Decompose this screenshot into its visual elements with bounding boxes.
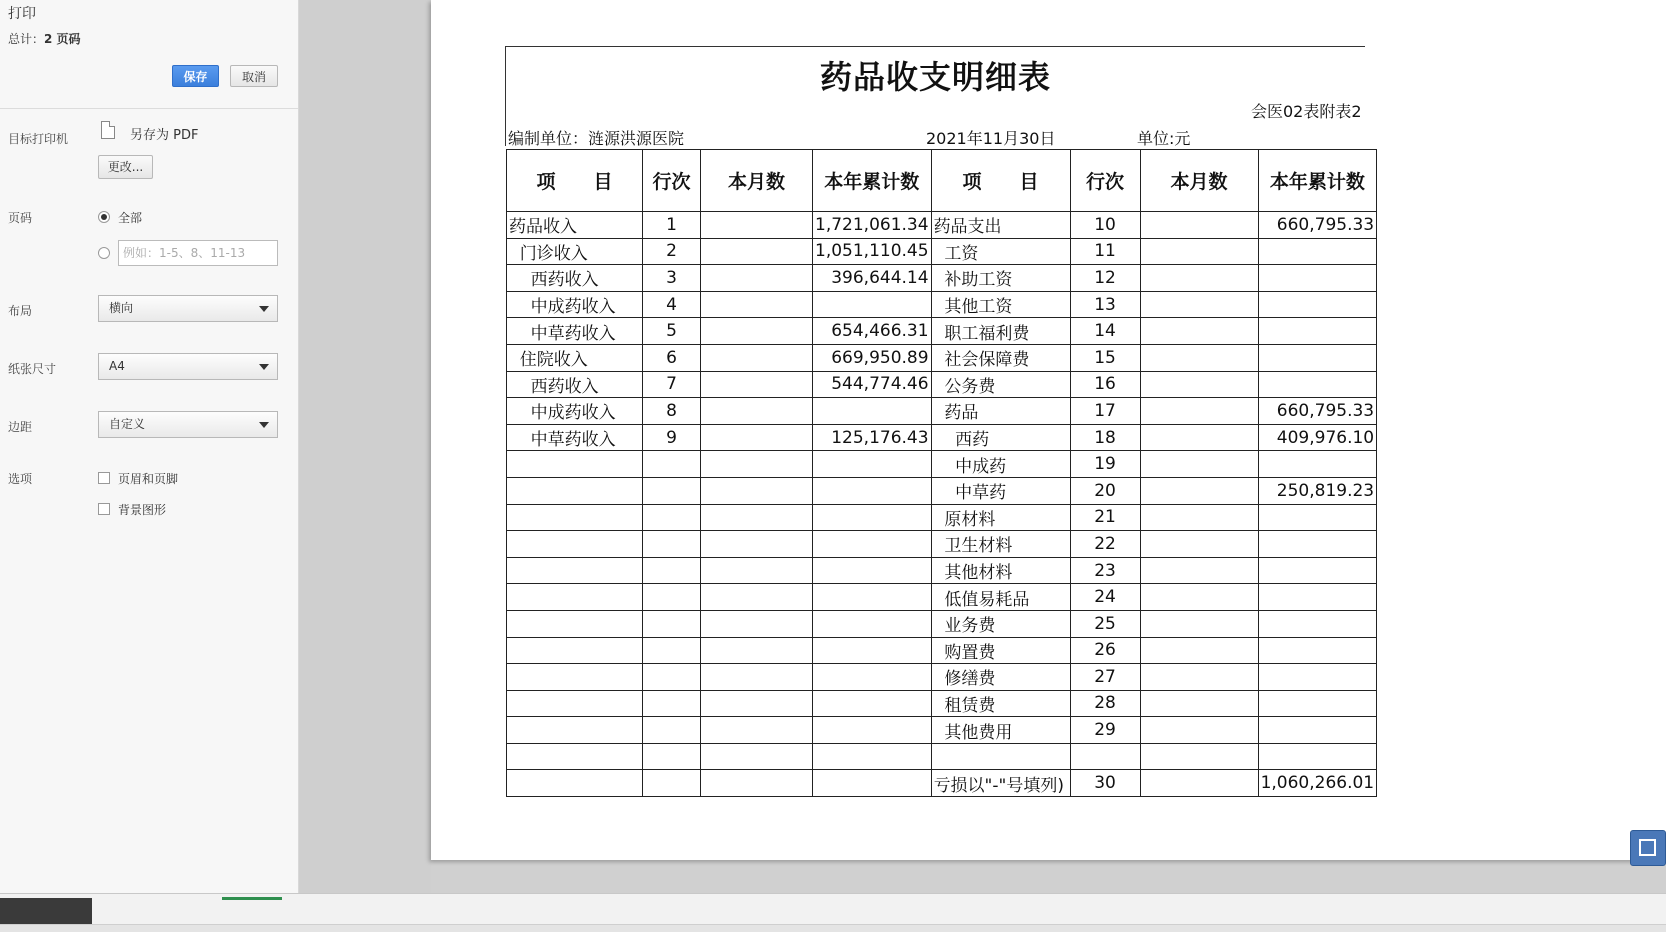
table-cell: 社会保障费	[931, 344, 1070, 371]
table-cell	[813, 531, 932, 558]
table-row	[507, 265, 1377, 292]
table-cell: 12	[1070, 265, 1140, 292]
table-cell	[507, 504, 643, 531]
table-cell	[1258, 637, 1377, 664]
table-cell: 业务费	[931, 610, 1070, 637]
table-cell	[1258, 557, 1377, 584]
table-cell: 中草药收入	[507, 424, 643, 451]
table-cell	[1258, 690, 1377, 717]
header-footer-checkbox[interactable]	[98, 472, 110, 484]
table-cell: 660,795.33	[1258, 212, 1377, 239]
table-cell	[1258, 344, 1377, 371]
table-cell: 13	[1070, 291, 1140, 318]
chevron-down-icon	[259, 306, 269, 312]
table-cell	[701, 318, 813, 345]
table-cell: 15	[1070, 344, 1140, 371]
options-label: 选项	[8, 472, 33, 486]
table-cell: 23	[1070, 557, 1140, 584]
table-cell: 28	[1070, 690, 1140, 717]
table-cell: 7	[643, 371, 701, 398]
table-cell	[507, 770, 643, 797]
table-cell	[701, 743, 813, 770]
table-cell	[701, 557, 813, 584]
table-cell: 职工福利费	[931, 318, 1070, 345]
report-date: 2021年11月30日	[926, 129, 1056, 148]
table-cell: 3	[643, 265, 701, 292]
table-cell	[1140, 610, 1258, 637]
table-cell: 17	[1070, 398, 1140, 425]
table-cell	[813, 504, 932, 531]
table-cell: 西药收入	[507, 371, 643, 398]
table-cell: 药品支出	[931, 212, 1070, 239]
pages-all-radio[interactable]	[98, 211, 110, 223]
table-cell	[1140, 743, 1258, 770]
table-cell: 中草药	[931, 477, 1070, 504]
panel-divider	[0, 108, 298, 109]
layout-select[interactable]	[98, 295, 278, 322]
preview-background	[299, 0, 431, 893]
table-cell: 22	[1070, 531, 1140, 558]
table-cell	[1140, 531, 1258, 558]
table-cell	[813, 557, 932, 584]
table-cell	[507, 743, 643, 770]
chevron-down-icon	[259, 364, 269, 370]
table-cell: 25	[1070, 610, 1140, 637]
table-cell	[1140, 717, 1258, 744]
table-cell: 住院收入	[507, 344, 643, 371]
taskbar-active-indicator	[222, 897, 282, 900]
table-cell	[1140, 238, 1258, 265]
table-cell	[643, 477, 701, 504]
table-cell	[813, 664, 932, 691]
table-cell: 4	[643, 291, 701, 318]
table-cell	[1140, 265, 1258, 292]
table-cell	[1140, 451, 1258, 478]
table-cell	[643, 557, 701, 584]
table-cell	[1140, 477, 1258, 504]
report-title: 药品收支明细表	[820, 58, 1052, 96]
table-row	[507, 212, 1377, 239]
table-cell: 补助工资	[931, 265, 1070, 292]
table-cell: 1,721,061.34	[813, 212, 932, 239]
table-cell: 租赁费	[931, 690, 1070, 717]
table-cell: 1,051,110.45	[813, 238, 932, 265]
table-cell	[701, 770, 813, 797]
table-cell	[701, 584, 813, 611]
table-cell	[643, 743, 701, 770]
table-cell	[1258, 265, 1377, 292]
table-cell: 公务费	[931, 371, 1070, 398]
table-cell	[1258, 238, 1377, 265]
table-row	[507, 557, 1377, 584]
table-cell: 购置费	[931, 637, 1070, 664]
column-header: 本月数	[701, 150, 813, 212]
table-cell	[1140, 424, 1258, 451]
table-cell	[507, 477, 643, 504]
chevron-down-icon	[259, 422, 269, 428]
save-button[interactable]: 保存	[172, 65, 219, 87]
table-row	[507, 344, 1377, 371]
table-cell	[701, 610, 813, 637]
table-cell	[813, 610, 932, 637]
table-cell	[701, 344, 813, 371]
table-cell: 30	[1070, 770, 1140, 797]
table-cell: 21	[1070, 504, 1140, 531]
column-header: 项 目	[507, 150, 643, 212]
currency-unit: 单位:元	[1137, 129, 1191, 148]
table-cell: 修缮费	[931, 664, 1070, 691]
table-cell	[643, 610, 701, 637]
table-cell	[643, 770, 701, 797]
table-cell	[507, 664, 643, 691]
table-cell	[643, 531, 701, 558]
table-cell	[701, 637, 813, 664]
table-cell: 27	[1070, 664, 1140, 691]
change-printer-button[interactable]: 更改...	[98, 155, 153, 179]
table-cell	[507, 451, 643, 478]
table-cell	[701, 477, 813, 504]
table-cell	[1258, 371, 1377, 398]
table-cell	[1258, 451, 1377, 478]
table-cell	[701, 717, 813, 744]
file-icon	[101, 121, 115, 139]
table-cell	[1140, 318, 1258, 345]
table-cell	[701, 238, 813, 265]
organization: 编制单位：涟源洪源医院	[508, 129, 685, 148]
table-row	[507, 531, 1377, 558]
table-cell: 29	[1070, 717, 1140, 744]
table-cell: 11	[1070, 238, 1140, 265]
report-table	[506, 149, 1377, 797]
table-cell	[1258, 743, 1377, 770]
table-cell: 中成药	[931, 451, 1070, 478]
table-cell: 660,795.33	[1258, 398, 1377, 425]
column-header: 本年累计数	[1258, 150, 1377, 212]
table-body	[507, 212, 1377, 797]
page-total	[8, 30, 81, 47]
table-cell	[1258, 664, 1377, 691]
table-cell	[813, 398, 932, 425]
table-cell: 18	[1070, 424, 1140, 451]
table-cell	[1140, 637, 1258, 664]
table-row	[507, 717, 1377, 744]
table-cell	[507, 717, 643, 744]
column-header: 行次	[643, 150, 701, 212]
taskbar-start[interactable]	[0, 898, 92, 924]
table-cell	[701, 212, 813, 239]
table-row	[507, 610, 1377, 637]
table-cell	[701, 531, 813, 558]
column-header: 本月数	[1140, 150, 1258, 212]
table-cell	[1140, 212, 1258, 239]
table-left-border	[505, 46, 506, 146]
table-cell: 卫生材料	[931, 531, 1070, 558]
table-cell	[813, 717, 932, 744]
table-cell	[701, 690, 813, 717]
table-row	[507, 398, 1377, 425]
table-cell: 工资	[931, 238, 1070, 265]
table-cell	[813, 451, 932, 478]
table-cell	[1258, 291, 1377, 318]
table-cell	[701, 398, 813, 425]
table-cell	[643, 504, 701, 531]
table-cell: 10	[1070, 212, 1140, 239]
table-cell	[643, 717, 701, 744]
table-cell	[813, 291, 932, 318]
table-cell	[701, 291, 813, 318]
paper-size-select-value: A4	[109, 359, 125, 373]
table-cell: 其他费用	[931, 717, 1070, 744]
print-settings-panel	[0, 0, 299, 900]
table-row	[507, 584, 1377, 611]
table-cell	[1140, 664, 1258, 691]
table-cell: 26	[1070, 637, 1140, 664]
table-row	[507, 690, 1377, 717]
column-header: 项 目	[931, 150, 1070, 212]
table-cell: 西药	[931, 424, 1070, 451]
table-cell	[643, 637, 701, 664]
table-cell	[1258, 717, 1377, 744]
table-cell	[507, 557, 643, 584]
layout-label: 布局	[8, 304, 33, 318]
table-cell: 396,644.14	[813, 265, 932, 292]
paper-size-label: 纸张尺寸	[8, 362, 57, 376]
table-cell	[1140, 770, 1258, 797]
pages-range-input[interactable]	[118, 240, 278, 266]
fullscreen-icon	[1639, 839, 1656, 856]
table-row	[507, 477, 1377, 504]
table-row	[507, 318, 1377, 345]
table-top-border	[505, 46, 1365, 47]
pages-label: 页码	[8, 211, 33, 225]
panel-title: 打印	[8, 6, 36, 22]
page-total-value: 2 页码	[44, 32, 81, 46]
table-cell: 中成药收入	[507, 398, 643, 425]
table-cell: 8	[643, 398, 701, 425]
table-row	[507, 664, 1377, 691]
table-cell: 药品收入	[507, 212, 643, 239]
column-header: 行次	[1070, 150, 1140, 212]
table-cell: 9	[643, 424, 701, 451]
pages-range-radio[interactable]	[98, 247, 110, 259]
table-cell: 1,060,266.01	[1258, 770, 1377, 797]
table-cell	[701, 451, 813, 478]
table-cell	[507, 610, 643, 637]
table-cell	[813, 743, 932, 770]
cancel-button[interactable]: 取消	[230, 65, 278, 87]
table-cell	[813, 477, 932, 504]
table-cell	[701, 504, 813, 531]
table-cell: 544,774.46	[813, 371, 932, 398]
table-cell: 低值易耗品	[931, 584, 1070, 611]
table-header-row	[507, 150, 1377, 212]
table-cell	[643, 690, 701, 717]
table-cell	[701, 424, 813, 451]
table-row	[507, 451, 1377, 478]
layout-select-value: 横向	[109, 301, 134, 315]
table-cell: 16	[1070, 371, 1140, 398]
header-footer-label: 页眉和页脚	[118, 472, 179, 486]
table-cell	[507, 531, 643, 558]
table-cell	[507, 637, 643, 664]
table-cell: 门诊收入	[507, 238, 643, 265]
table-row	[507, 291, 1377, 318]
table-cell	[1140, 557, 1258, 584]
table-cell: 250,819.23	[1258, 477, 1377, 504]
table-cell	[701, 265, 813, 292]
table-cell: 409,976.10	[1258, 424, 1377, 451]
table-row	[507, 743, 1377, 770]
margin-select[interactable]	[98, 411, 278, 438]
paper-size-select[interactable]	[98, 353, 278, 380]
table-cell	[643, 451, 701, 478]
table-cell	[1258, 610, 1377, 637]
table-cell	[701, 664, 813, 691]
table-cell	[1140, 371, 1258, 398]
table-cell	[1070, 743, 1140, 770]
background-graphics-checkbox[interactable]	[98, 503, 110, 515]
table-cell	[1258, 504, 1377, 531]
table-cell: 5	[643, 318, 701, 345]
table-cell: 6	[643, 344, 701, 371]
table-cell	[643, 664, 701, 691]
table-cell: 中成药收入	[507, 291, 643, 318]
printer-value: 另存为 PDF	[130, 128, 199, 143]
table-cell	[1258, 318, 1377, 345]
table-cell: 药品	[931, 398, 1070, 425]
form-code: 会医02表附表2	[1251, 102, 1362, 121]
column-header: 本年累计数	[813, 150, 932, 212]
margin-label: 边距	[8, 420, 33, 434]
table-cell: 西药收入	[507, 265, 643, 292]
pages-all-label: 全部	[118, 211, 143, 225]
table-cell	[1258, 584, 1377, 611]
table-cell	[813, 637, 932, 664]
table-cell: 中草药收入	[507, 318, 643, 345]
table-cell: 原材料	[931, 504, 1070, 531]
fit-page-button[interactable]	[1630, 830, 1666, 866]
table-cell	[931, 743, 1070, 770]
table-row	[507, 637, 1377, 664]
table-cell	[643, 584, 701, 611]
table-cell: 19	[1070, 451, 1140, 478]
table-row	[507, 238, 1377, 265]
table-cell: 其他工资	[931, 291, 1070, 318]
table-cell: 125,176.43	[813, 424, 932, 451]
table-cell	[1140, 344, 1258, 371]
printer-label: 目标打印机	[8, 132, 69, 146]
page-total-label: 总计：	[8, 32, 45, 46]
table-cell: 669,950.89	[813, 344, 932, 371]
table-cell: 20	[1070, 477, 1140, 504]
table-cell	[1140, 291, 1258, 318]
table-cell	[813, 770, 932, 797]
table-cell	[507, 690, 643, 717]
table-row	[507, 770, 1377, 797]
table-cell	[1140, 398, 1258, 425]
table-cell: 654,466.31	[813, 318, 932, 345]
table-cell	[1140, 504, 1258, 531]
table-cell: 1	[643, 212, 701, 239]
background-graphics-label: 背景图形	[118, 503, 167, 517]
table-cell: 14	[1070, 318, 1140, 345]
margin-select-value: 自定义	[109, 417, 146, 431]
table-cell: 其他材料	[931, 557, 1070, 584]
table-row	[507, 371, 1377, 398]
table-cell	[813, 584, 932, 611]
table-cell	[813, 690, 932, 717]
table-cell: 2	[643, 238, 701, 265]
table-cell	[1258, 531, 1377, 558]
table-cell	[1140, 584, 1258, 611]
table-cell: 亏损以"-"号填列)	[931, 770, 1070, 797]
table-cell	[701, 371, 813, 398]
table-cell	[507, 584, 643, 611]
table-row	[507, 424, 1377, 451]
table-cell	[1140, 690, 1258, 717]
table-cell: 24	[1070, 584, 1140, 611]
table-row	[507, 504, 1377, 531]
